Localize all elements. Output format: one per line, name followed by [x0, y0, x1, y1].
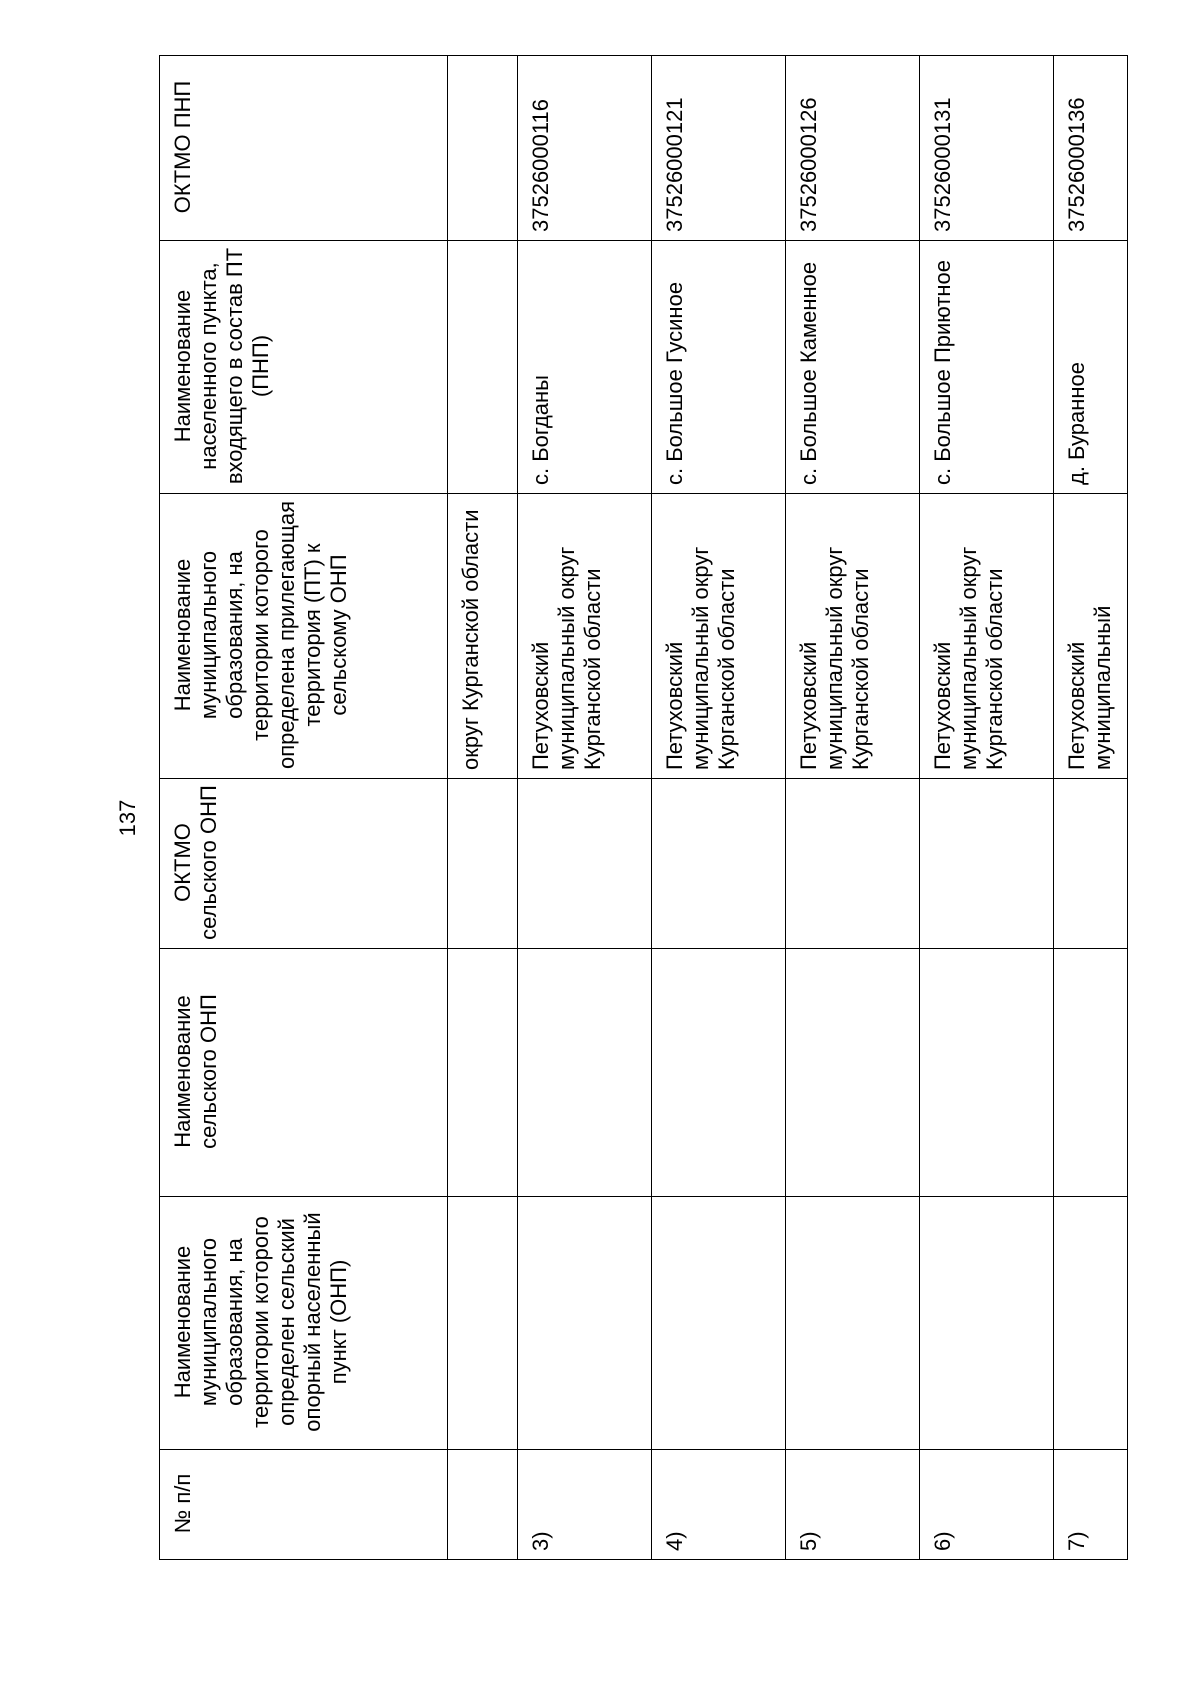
cell-onp-name	[1054, 949, 1128, 1197]
header-pnp-oktmo: ОКТМО ПНП	[160, 56, 448, 241]
cell-mo-onp	[448, 1197, 518, 1450]
header-mo-pt: Наименование муниципального образования, на территории которого определена прилегающая территория (ПТ) к сельскому ОНП	[160, 494, 448, 779]
cell-pnp-name: с. Большое Приютное	[920, 241, 1054, 494]
table-row	[1054, 56, 1128, 1560]
header-mo-onp: Наименование муниципального образования, на территории которого определен сельский опорный населенный пункт (ОНП)	[160, 1197, 448, 1450]
header-onp-oktmo: ОКТМО сельского ОНП	[160, 779, 448, 949]
cell-onp-oktmo	[448, 779, 518, 949]
cell-onp-name	[920, 949, 1054, 1197]
cell-onp-oktmo	[652, 779, 786, 949]
cell-mo-pt: Петуховский муниципальный округ Курганской области	[920, 494, 1054, 779]
cell-mo-onp	[786, 1197, 920, 1450]
cell-mo-onp	[652, 1197, 786, 1450]
cell-mo-pt: Петуховский муниципальный округ Курганской области	[518, 494, 652, 779]
cell-mo-pt: округ Курганской области	[448, 494, 518, 779]
cell-mo-onp	[518, 1197, 652, 1450]
cell-pnp-oktmo: 37526000131	[920, 56, 1054, 241]
cell-onp-oktmo	[518, 779, 652, 949]
header-onp-name: Наименование сельского ОНП	[160, 949, 448, 1197]
cell-onp-oktmo	[786, 779, 920, 949]
cell-number: 4)	[652, 1450, 786, 1560]
cell-pnp-name: с. Большое Каменное	[786, 241, 920, 494]
table-row	[652, 56, 786, 1560]
cell-number: 7)	[1054, 1450, 1128, 1560]
cell-pnp-oktmo: 37526000136	[1054, 56, 1128, 241]
cell-onp-oktmo	[1054, 779, 1128, 949]
cell-pnp-oktmo: 37526000121	[652, 56, 786, 241]
cell-number: 6)	[920, 1450, 1054, 1560]
cell-pnp-name: с. Богданы	[518, 241, 652, 494]
table-row	[786, 56, 920, 1560]
cell-onp-name	[518, 949, 652, 1197]
table-row	[920, 56, 1054, 1560]
table-header-row	[160, 56, 448, 1560]
okmo-table	[159, 55, 1128, 1560]
table-row	[448, 56, 518, 1560]
cell-number: 3)	[518, 1450, 652, 1560]
cell-pnp-name: д. Буранное	[1054, 241, 1128, 494]
header-pnp-name: Наименование населенного пункта, входящего в состав ПТ (ПНП)	[160, 241, 448, 494]
cell-mo-pt: Петуховский муниципальный округ Курганской области	[786, 494, 920, 779]
cell-pnp-oktmo: 37526000116	[518, 56, 652, 241]
cell-onp-name	[448, 949, 518, 1197]
cell-mo-pt: Петуховский муниципальный	[1054, 494, 1128, 779]
cell-onp-name	[786, 949, 920, 1197]
page-number: 137	[115, 799, 140, 837]
cell-pnp-oktmo	[448, 56, 518, 241]
cell-mo-onp	[1054, 1197, 1128, 1450]
cell-number: 5)	[786, 1450, 920, 1560]
table-container	[159, 56, 1121, 1560]
cell-mo-onp	[920, 1197, 1054, 1450]
cell-onp-oktmo	[920, 779, 1054, 949]
cell-onp-name	[652, 949, 786, 1197]
table-row	[518, 56, 652, 1560]
cell-pnp-name	[448, 241, 518, 494]
header-number: № п/п	[160, 1450, 448, 1560]
cell-mo-pt: Петуховский муниципальный округ Курганской области	[652, 494, 786, 779]
cell-pnp-oktmo: 37526000126	[786, 56, 920, 241]
cell-pnp-name: с. Большое Гусиное	[652, 241, 786, 494]
cell-number	[448, 1450, 518, 1560]
